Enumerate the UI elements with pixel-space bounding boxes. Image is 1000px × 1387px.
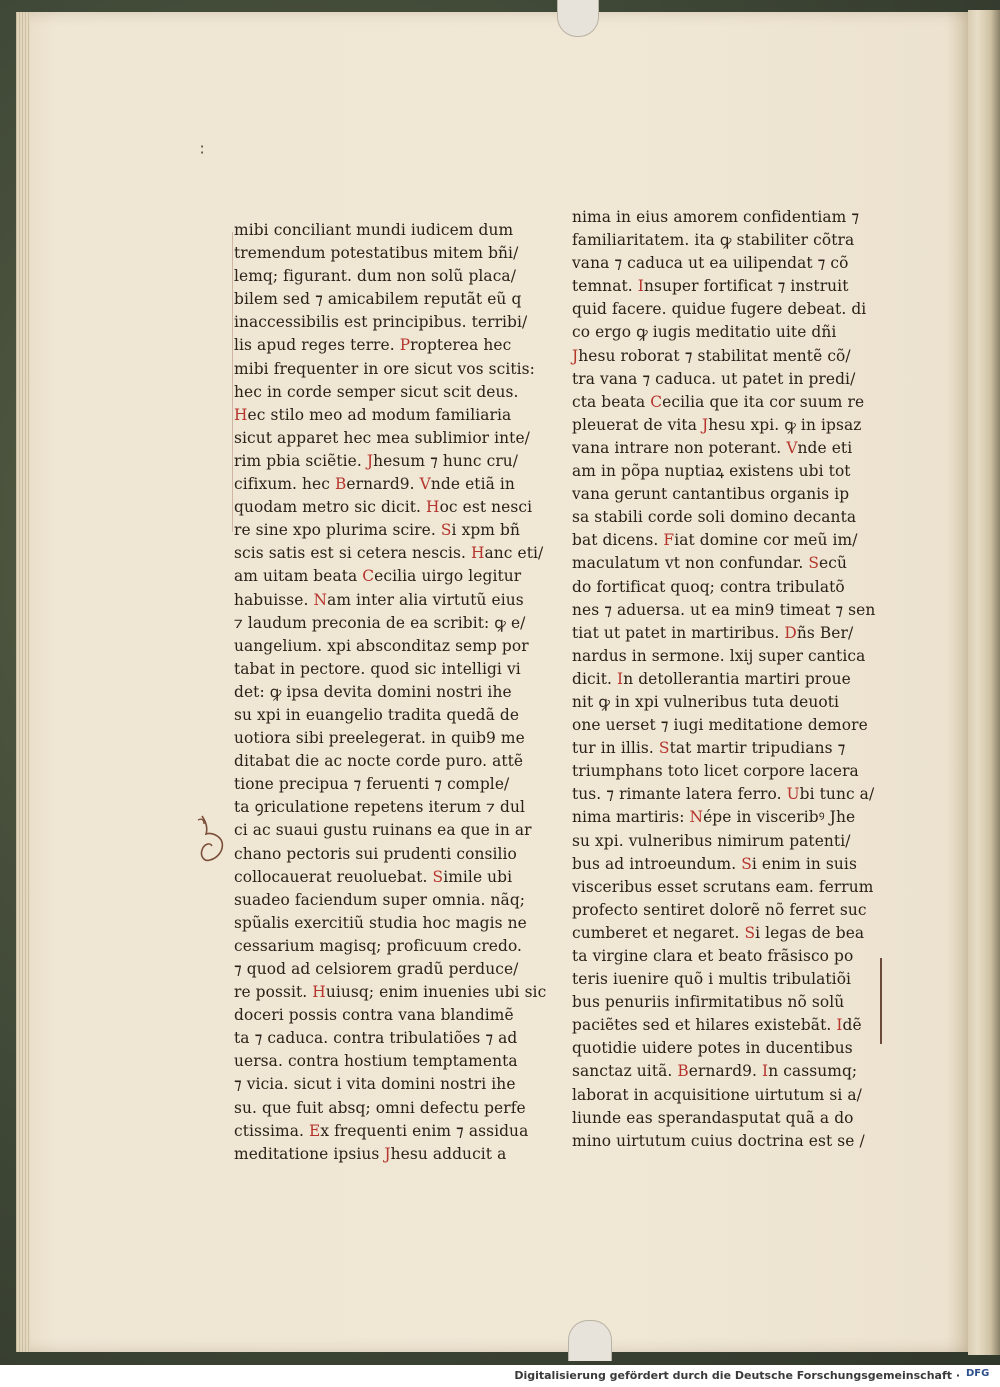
text-line: mibi conciliant mundi iudicem dum [234,221,514,239]
text-line: cumberet et negaret. Si legas de bea [572,923,865,942]
text-line: collocauerat reuoluebat. Simile ubi [234,867,513,886]
text-line: tus. ⁊ rimante latera ferro. Ubi tunc a/ [572,785,875,804]
text-line: habuisse. Nam inter alia virtutũ eius [234,590,524,609]
text-line: det: ꝙ ipsa devita domini nostri ihe [234,682,512,701]
text-line: quid facere. quidue fugere debeat. di [572,300,867,319]
text-line: scis satis est si cetera nescis. Hanc eti/ [234,544,544,563]
dfg-logo: DFG [966,1368,990,1379]
text-line: chano pectoris sui prudenti consilio [234,844,517,863]
text-line: tur in illis. Stat martir tripudians ⁊ [572,739,846,758]
text-line: sicut apparet hec mea sublimior inte/ [234,428,530,447]
text-line: suadeo faciendum super omnia. nãq; [234,890,526,909]
text-line: nima martiris: Népe in visceribꝰ Jhe [572,808,856,827]
text-line: do fortificat quoq; contra tribulatõ [572,577,845,596]
text-line: am in põpa nuptiaꝝ existens ubi tot [572,462,851,481]
text-line: tra vana ⁊ caduca. ut patet in predi/ [572,369,856,388]
text-line: quodam metro sic dicit. Hoc est nesci [234,498,533,517]
text-line: ci ac suaui gustu ruinans ea que in ar [234,821,532,840]
text-line: cessarium magisq; proficuum credo. [234,936,523,955]
text-line: familiaritatem. ita ꝙ stabiliter cõtra [572,231,855,250]
next-page-edge [968,10,1000,1355]
manicule-icon [196,812,230,864]
text-line: lis apud reges terre. Propterea hec [234,336,512,355]
text-line: lemq; figurant. dum non solũ placa/ [234,267,516,286]
margin-ruling [232,232,233,532]
text-line: sa stabili corde soli domino decanta [572,508,857,527]
text-line: bus penuriis infirmitatibus nõ solũ [572,993,845,1012]
text-line: ta virgine clara et beato frãsisco po [572,947,854,965]
text-line: meditatione ipsius Jhesu adducit a [234,1144,507,1163]
text-line: quotidie uidere potes in ducentibus [572,1039,853,1058]
text-line: cifixum. hec Bernard9. Vnde etiã in [234,475,515,494]
right-text-column [572,206,876,1153]
text-line: Jhesu roborat ⁊ stabilitat mentẽ cõ/ [572,346,851,365]
text-line: cta beata Cecilia que ita cor suum re [572,392,865,411]
text-line: triumphans toto licet corpore lacera [572,762,859,781]
text-line: spũalis exercitiũ studia hoc magis ne [234,913,527,932]
text-line: am uitam beata Cecilia uirgo legitur [234,567,522,586]
page-stack-edge [16,12,30,1352]
text-line: profecto sentiret dolorẽ nõ ferret suc [572,900,867,919]
text-line: doceri possis contra vana blandimẽ [234,1006,514,1025]
text-line: laborat in acquisitione uirtutum si a/ [572,1085,862,1104]
text-line: bus ad introeundum. Si enim in suis [572,854,857,873]
text-line: re possit. Huiusq; enim inuenies ubi sic [234,983,547,1002]
text-line: inaccessibilis est principibus. terribi/ [234,313,528,332]
text-line: ctissima. Ex frequenti enim ⁊ assidua [234,1121,529,1140]
text-line: ta ⁊ caduca. contra tribulatiões ⁊ ad [234,1029,518,1048]
text-line: liunde eas sperandasputat quã a do [572,1108,854,1127]
text-line: rim pbia sciẽtie. Jhesum ⁊ hunc cru/ [234,451,519,470]
text-line: nit ꝙ in xpi vulneribus tuta deuoti [572,692,840,711]
text-line: ⁊ quod ad celsiorem gradũ perduce/ [234,960,519,978]
text-line: ta ꝯriculatione repetens iterum ⁊ dul [234,798,526,817]
text-line: Hec stilo meo ad modum familiaria [234,405,512,424]
text-line: temnat. Insuper fortificat ⁊ instruit [572,277,849,296]
footer-credit: Digitalisierung gefördert durch die Deutsche Forschungsgemeinschaft · [514,1369,960,1382]
text-line: bilem sed ⁊ amicabilem reputãt eũ q [234,290,522,309]
text-line: nima in eius amorem confidentiam ⁊ [572,208,860,226]
text-line: pleuerat de vita Jhesu xpi. ꝙ in ipsaz [572,415,862,434]
text-line: tione precipua ⁊ feruenti ⁊ comple/ [234,775,510,794]
text-line: su xpi in euangelio tradita quedã de [234,705,520,724]
text-line: teris iuenire quõ i multis tribulatiõi [572,970,852,989]
text-line: su xpi. vulneribus nimirum patenti/ [572,831,851,850]
text-line: bat dicens. Fiat domine cor meũ im/ [572,531,858,550]
text-line: ⁊ laudum preconia de ea scribit: ꝙ e/ [234,613,526,632]
text-line: uersa. contra hostium temptamenta [234,1052,518,1071]
text-line: tremendum potestatibus mitem bñi/ [234,244,519,263]
text-line: hec in corde semper sicut scit deus. [234,382,519,401]
text-line: co ergo ꝙ iugis meditatio uite dñi [572,323,837,342]
text-line: vana intrare non poterant. Vnde eti [572,438,853,457]
text-line: maculatum vt non confundar. Secũ [572,554,847,573]
bottom-clip [568,1320,612,1361]
text-line: paciẽtes sed et hilares existebãt. Idẽ [572,1016,862,1035]
text-line: nardus in sermone. lxij super cantica [572,646,866,665]
text-line: nes ⁊ aduersa. ut ea min9 timeat ⁊ sen [572,600,876,619]
text-line: one uerset ⁊ iugi meditatione demore [572,716,868,735]
text-line: mibi frequenter in ore sicut vos scitis: [234,359,535,378]
margin-bracket [876,958,882,1044]
text-line: vana ⁊ caduca ut ea uilipendat ⁊ cõ [572,254,849,273]
text-line: tiat ut patet in martiribus. Dñs Ber/ [572,623,854,642]
text-line: tabat in pectore. quod sic intelligi vi [234,659,521,678]
text-line: dicit. In detollerantia martiri proue [572,669,851,688]
top-clip [557,0,599,37]
stray-ink-mark: ∶ [200,140,205,159]
text-line: su. que fuit absq; omni defectu perfe [234,1098,526,1117]
text-line: uangelium. xpi absconditaz semp por [234,636,529,655]
text-line: sanctaz uitã. Bernard9. In cassumq; [572,1062,858,1081]
text-line: visceribus esset scrutans eam. ferrum [572,877,874,896]
text-line: uotiora sibi preelegerat. in quib9 me [234,729,525,748]
text-line: vana gerunt cantantibus organis ip [572,485,850,504]
text-line: mino uirtutum cuius doctrina est se / [572,1131,865,1150]
text-line: re sine xpo plurima scire. Si xpm bñ [234,521,520,540]
text-line: ⁊ vicia. sicut i vita domini nostri ihe [234,1075,516,1094]
text-line: ditabat die ac nocte corde puro. attẽ [234,752,524,771]
left-text-column [234,219,547,1166]
